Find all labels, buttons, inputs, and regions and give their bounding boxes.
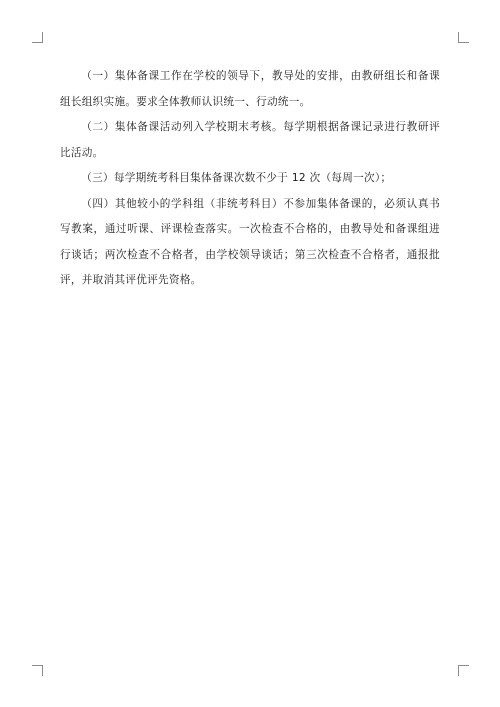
crop-mark-bottom-left	[32, 665, 43, 676]
paragraph-4: （四）其他较小的学科组（非统考科目）不参加集体备课的，必须认真书写教案，通过听课、评课检查落实。一次检查不合格的，由教导处和备课组进行谈话；两次检查不合格者，由学校领导谈话；第三次检查不合格者，通报批评，并取消其评优评先资格。	[60, 197, 440, 286]
crop-mark-bottom-right	[458, 665, 469, 676]
paragraph-2: （二）集体备课活动列入学校期末考核。每学期根据备课记录进行教研评比活动。	[60, 121, 440, 159]
paragraph-3: （三）每学期统考科目集体备课次数不少于 12 次（每周一次）；	[81, 172, 392, 184]
crop-mark-top-left	[32, 32, 43, 43]
paragraph-1: （一）集体备课工作在学校的领导下，教导处的安排，由教研组长和备课组长组织实施。要求全体教师认识统一、行动统一。	[60, 70, 440, 108]
crop-mark-top-right	[458, 32, 469, 43]
document-body	[60, 64, 440, 294]
